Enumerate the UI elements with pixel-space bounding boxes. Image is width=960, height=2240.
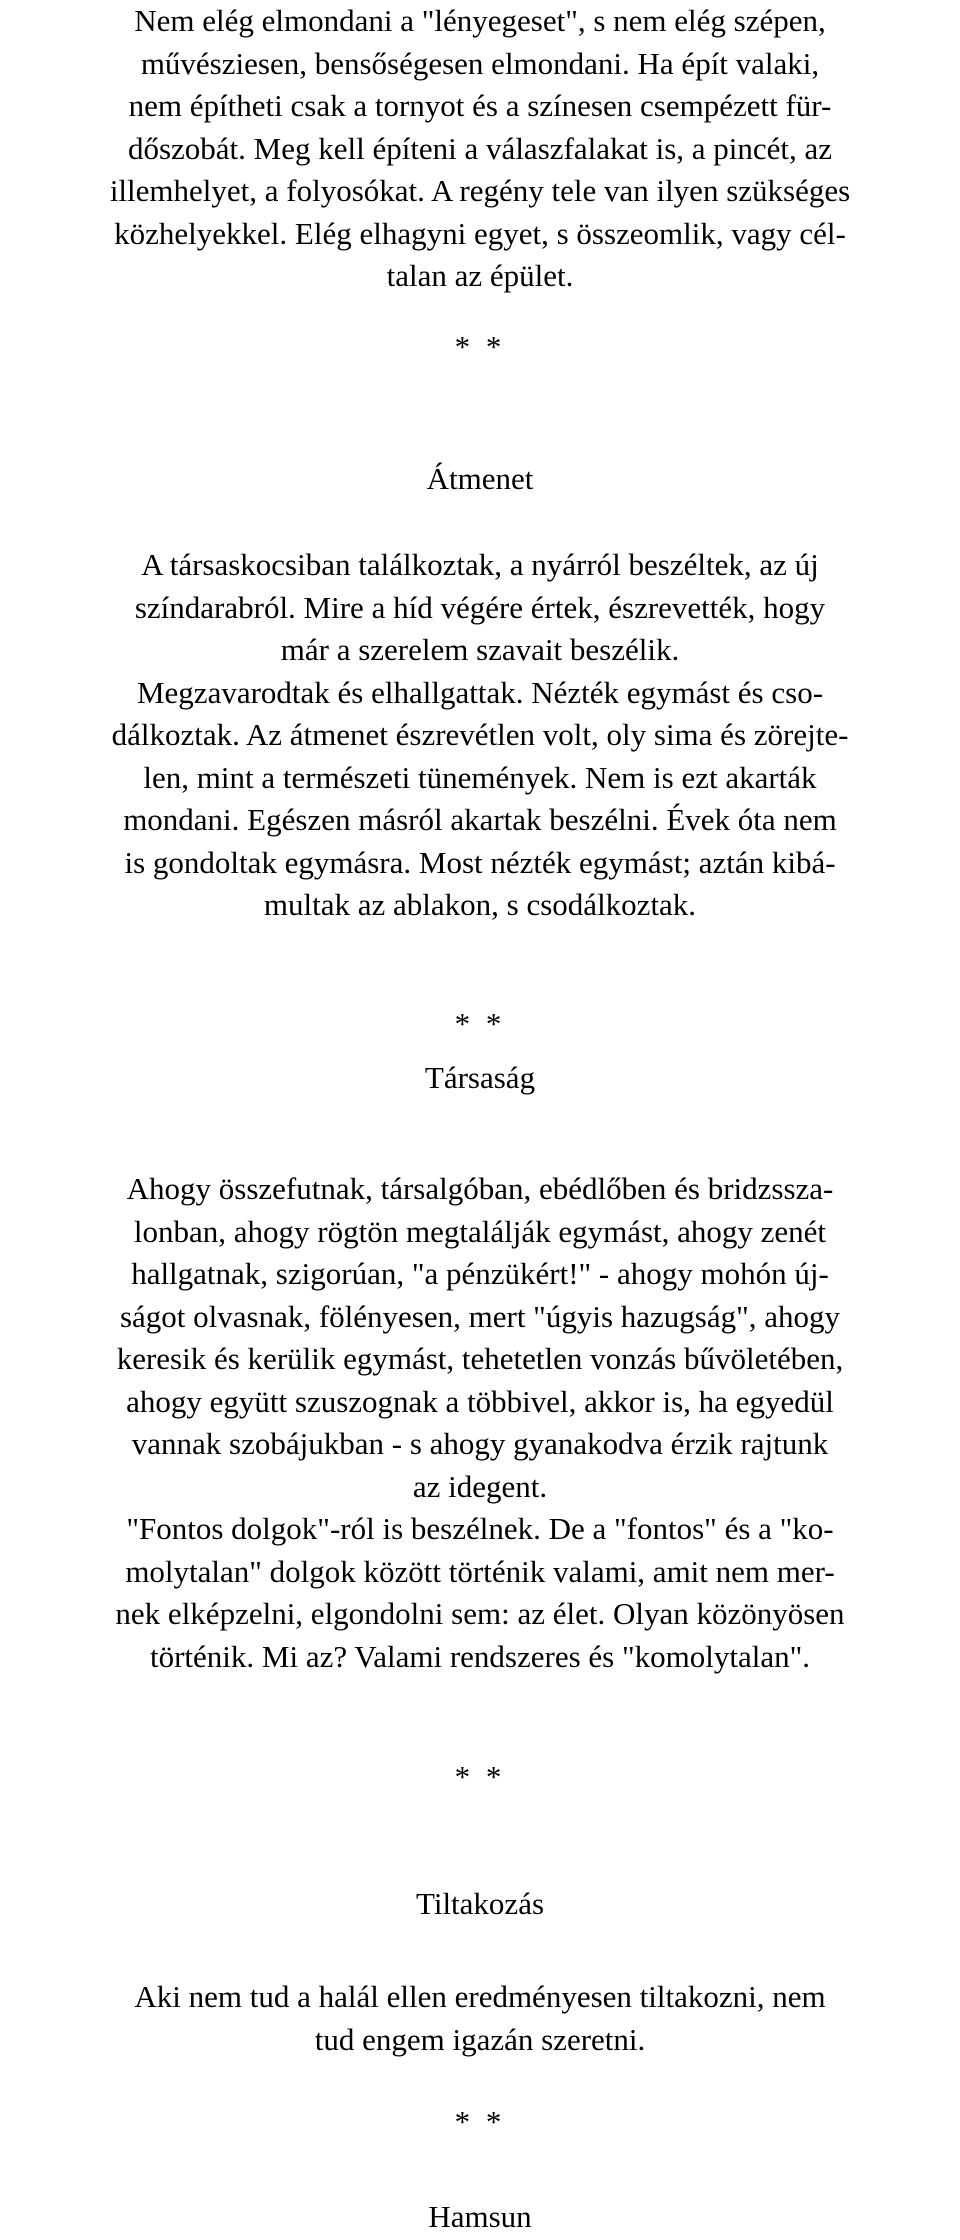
paragraph-line: művésziesen, bensőségesen elmondani. Ha épít valaki,	[140, 45, 820, 81]
paragraph-line: az idegent.	[412, 1468, 548, 1504]
paragraph-line: mondani. Egészen másról akartak beszélni. Évek óta nem	[123, 802, 837, 837]
section-title: Társaság	[424, 1060, 536, 1095]
paragraph-line: "Fontos dolgok"-ról is beszélnek. De a "fontos" és a "ko-	[126, 1511, 834, 1546]
section-separator: * *	[454, 1759, 506, 1794]
section-title: Átmenet	[426, 461, 534, 496]
paragraph-line: illemhelyet, a folyosókat. A regény tele van ilyen szükséges	[109, 173, 851, 208]
paragraph-line: nek elképzelni, elgondolni sem: az élet. Olyan közönyösen	[115, 1596, 845, 1631]
paragraph-line: talan az épület.	[386, 258, 574, 293]
paragraph-line: dálkoztak. Az átmenet észrevétlen volt, oly sima és zörejte-	[111, 717, 849, 752]
paragraph-line: nem építheti csak a tornyot és a színesen csempézett für-	[128, 88, 832, 123]
paragraph-line: lonban, ahogy rögtön megtalálják egymást, ahogy zenét	[133, 1213, 827, 1249]
paragraph-line: ságot olvasnak, fölényesen, mert "úgyis hazugság", ahogy	[119, 1298, 841, 1334]
section-title: Hamsun	[428, 2199, 532, 2234]
paragraph-line: színdarabról. Mire a híd végére értek, észrevették, hogy	[134, 589, 826, 625]
paragraph-line: Ahogy összefutnak, társalgóban, ebédlőben és bridzssza-	[126, 1171, 834, 1206]
paragraph-line: is gondoltak egymásra. Most nézték egymást; aztán kibá-	[124, 844, 836, 880]
section-separator: * *	[454, 1006, 506, 1041]
paragraph-line: Nem elég elmondani a "lényegeset", s nem elég szépen,	[134, 3, 826, 38]
paragraph-line: történik. Mi az? Valami rendszeres és "komolytalan".	[149, 1638, 811, 1674]
paragraph-line: tud engem igazán szeretni.	[314, 2021, 646, 2057]
section-title: Tiltakozás	[415, 1886, 545, 1921]
paragraph-line: dőszobát. Meg kell építeni a válaszfalakat is, a pincét, az	[127, 130, 833, 166]
paragraph-line: közhelyekkel. Elég elhagyni egyet, s összeomlik, vagy cél-	[114, 215, 846, 251]
section-separator: * *	[454, 329, 506, 364]
paragraph-line: ahogy együtt szuszognak a többivel, akkor is, ha egyedül	[126, 1383, 834, 1419]
paragraph-line: Megzavarodtak és elhallgattak. Nézték egymást és cso-	[136, 674, 824, 710]
paragraph-line: Aki nem tud a halál ellen eredményesen tiltakozni, nem	[134, 1979, 826, 2014]
paragraph-line: keresik és kerülik egymást, tehetetlen vonzás bűvöletében,	[116, 1341, 844, 1376]
paragraph-line: molytalan" dolgok között történik valami, amit nem mer-	[125, 1553, 835, 1589]
paragraph-line: vannak szobájukban - s ahogy gyanakodva érzik rajtunk	[131, 1426, 829, 1461]
paragraph-line: hallgatnak, szigorúan, "a pénzükért!" - ahogy mohón új-	[131, 1256, 829, 1291]
section-separator: * *	[454, 2104, 506, 2139]
paragraph-line: len, mint a természeti tünemények. Nem is ezt akarták	[143, 759, 817, 795]
paragraph-line: A társaskocsiban találkoztak, a nyárról beszéltek, az új	[141, 547, 819, 582]
paragraph-line: multak az ablakon, s csodálkoztak.	[263, 887, 697, 922]
paragraph-line: már a szerelem szavait beszélik.	[280, 632, 680, 667]
